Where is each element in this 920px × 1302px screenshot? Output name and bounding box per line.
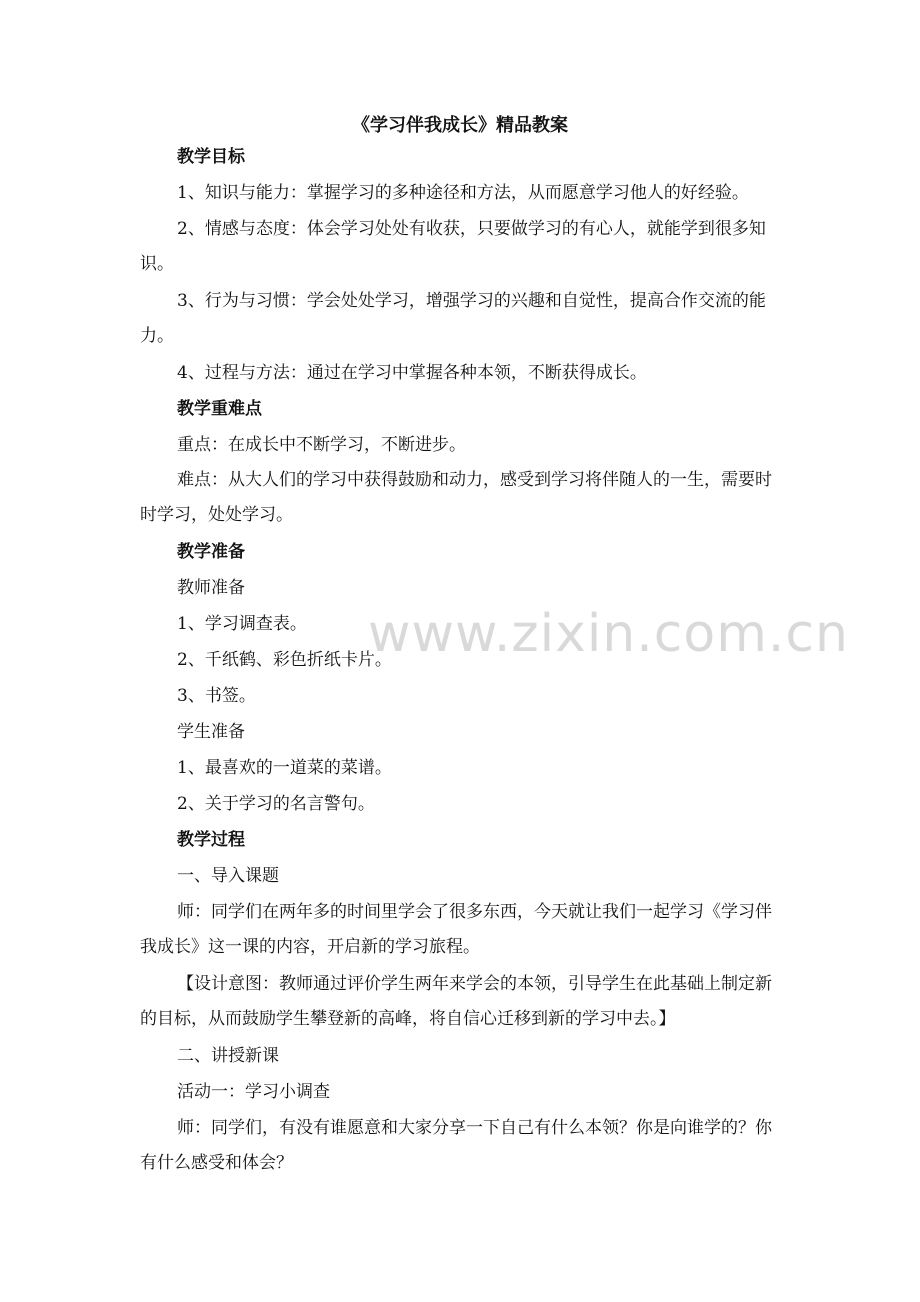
heading-preparation: 教学准备 (177, 542, 245, 562)
student-prep-item: 2、关于学习的名言警句。 (177, 794, 375, 814)
student-prep-item: 1、最喜欢的一道菜的菜谱。 (177, 758, 392, 778)
difficulty-text: 难点：从大人们的学习中获得鼓励和动力，感受到学习将伴随人的一生，需要时时学习，处处学习。 (140, 470, 772, 525)
goal-item: 2、情感与态度：体会学习处处有收获，只要做学习的有心人，就能学到很多知识。 (140, 219, 766, 274)
teacher-prep-label: 教师准备 (177, 578, 245, 598)
design-intent: 【设计意图：教师通过评价学生两年来学会的本领，引导学生在此基础上制定新的目标，从而鼓励学生攀登新的高峰，将自信心迁移到新的学习中去。】 (140, 974, 772, 1029)
teacher-prep-item: 3、书签。 (177, 686, 256, 706)
process-part-1-text: 师：同学们在两年多的时间里学会了很多东西，今天就让我们一起学习《学习伴我成长》这一课的内容，开启新的学习旅程。 (140, 902, 772, 957)
teacher-prep-item: 2、千纸鹤、彩色折纸卡片。 (177, 650, 392, 670)
activity-1-text: 师：同学们，有没有谁愿意和大家分享一下自己有什么本领？你是向谁学的？你有什么感受和体会？ (140, 1118, 772, 1173)
focus-text: 重点：在成长中不断学习，不断进步。 (177, 435, 466, 455)
goal-item: 4、过程与方法：通过在学习中掌握各种本领，不断获得成长。 (177, 363, 647, 383)
heading-keypoints: 教学重难点 (177, 399, 262, 419)
heading-process: 教学过程 (177, 830, 245, 850)
teacher-prep-item: 1、学习调查表。 (177, 614, 307, 634)
goal-item: 3、行为与习惯：学会处处学习，增强学习的兴趣和自觉性，提高合作交流的能力。 (140, 291, 766, 346)
watermark: www.zixin.com.cn (368, 604, 849, 664)
process-part-2: 二、讲授新课 (177, 1046, 279, 1066)
activity-1-title: 活动一：学习小调查 (177, 1082, 330, 1102)
heading-goals: 教学目标 (177, 147, 245, 167)
process-part-1: 一、导入课题 (177, 866, 279, 886)
student-prep-label: 学生准备 (177, 722, 245, 742)
document-title: 《学习伴我成长》精品教案 (352, 115, 568, 136)
goal-item: 1、知识与能力：掌握学习的多种途径和方法，从而愿意学习他人的好经验。 (177, 183, 749, 203)
